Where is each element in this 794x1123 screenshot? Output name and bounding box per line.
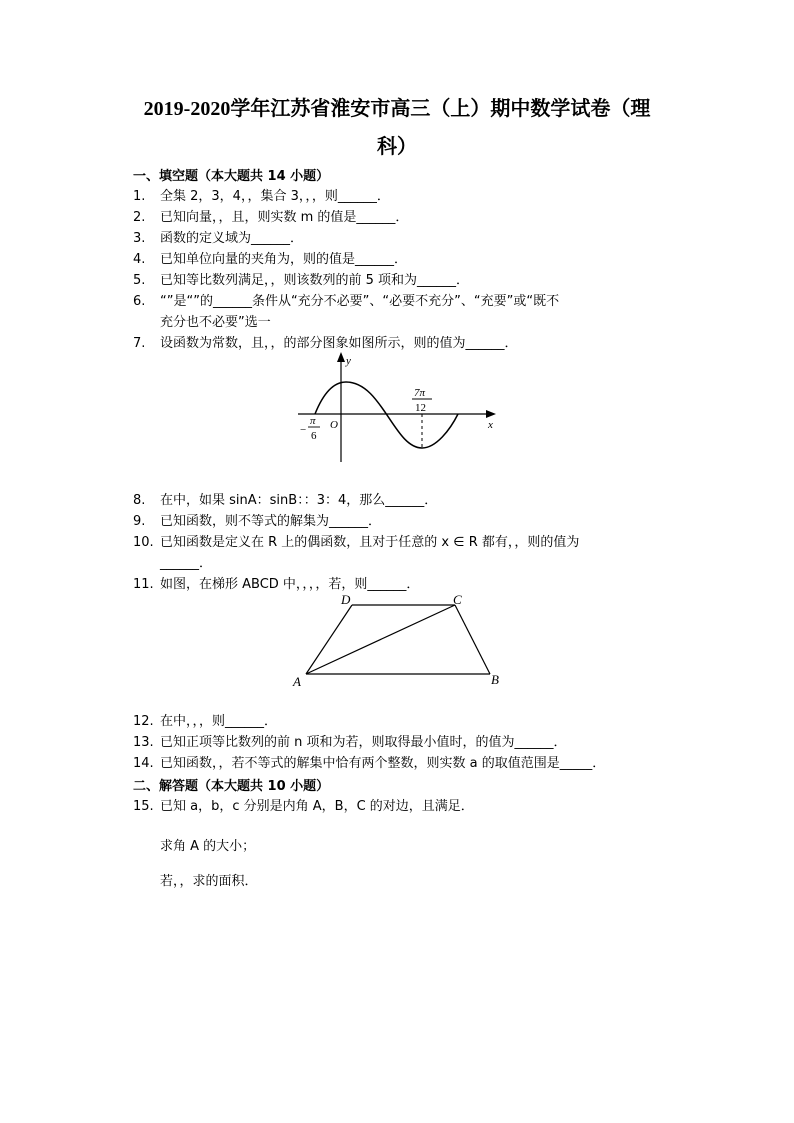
- origin-label: O: [330, 419, 338, 431]
- pos-tick-denominator: 12: [415, 402, 426, 414]
- x-axis-label: x: [488, 419, 493, 431]
- question-3: 3. 函数的定义域为______．: [133, 231, 304, 246]
- neg-sign: −: [300, 424, 307, 436]
- section-answer-heading: 二、解答题（本大题共 10 小题）: [133, 779, 330, 794]
- side-bc: [455, 605, 490, 674]
- question-4: 4. 已知单位向量的夹角为，则的值是______．: [133, 252, 408, 267]
- question-6: 6. “”是“”的______条件从“充分不必要”、“必要不充分”、“充要”或“既不: [133, 294, 560, 309]
- trapezoid-figure: [288, 592, 508, 692]
- vertex-b-label: B: [491, 672, 499, 687]
- vertex-c-label: C: [453, 592, 462, 607]
- question-11: 11. 如图，在梯形 ABCD 中，，，，若，则______．: [133, 577, 420, 592]
- question-9: 9. 已知函数，则不等式的解集为______．: [133, 514, 382, 529]
- vertex-a-label: A: [293, 674, 301, 689]
- question-14: 14. 已知函数，，若不等式的解集中恰有两个整数，则实数 a 的取值范围是_____．: [133, 756, 606, 771]
- pos-tick-numerator: 7π: [414, 387, 426, 399]
- question-13: 13. 已知正项等比数列的前 n 项和为若，则取得最小值时，的值为______．: [133, 735, 567, 750]
- question-6-continued: 充分也不必要”选一: [160, 315, 271, 330]
- neg-tick-denominator: 6: [311, 430, 317, 442]
- question-15: 15. 已知 a，b，c 分别是内角 A，B，C 的对边，且满足．: [133, 799, 474, 814]
- question-1: 1. 全集 2，3，4，，集合 3，，，则______．: [133, 189, 390, 204]
- sine-curve: [315, 382, 458, 448]
- question-10-continued: ______．: [160, 556, 213, 571]
- question-8: 8. 在中，如果 sinA：sinB：：3：4，那么______．: [133, 493, 438, 508]
- vertex-d-label: D: [341, 592, 351, 607]
- question-15-part1: 求角 A 的大小；: [160, 839, 256, 854]
- sine-graph-figure: [290, 352, 510, 470]
- question-15-part2: 若，，求的面积．: [160, 874, 258, 889]
- y-axis-label: y: [346, 355, 351, 367]
- question-5: 5. 已知等比数列满足，，则该数列的前 5 项和为______．: [133, 273, 470, 288]
- exam-title-line1: 2019-2020学年江苏省淮安市高三（上）期中数学试卷（理: [143, 98, 651, 120]
- section-fill-in-heading: 一、填空题（本大题共 14 小题）: [133, 169, 330, 184]
- question-7: 7. 设函数为常数，且，，的部分图象如图所示，则的值为______．: [133, 336, 518, 351]
- question-12: 12. 在中，，，则______．: [133, 714, 278, 729]
- neg-tick-numerator: π: [310, 415, 316, 427]
- question-10: 10. 已知函数是定义在 R 上的偶函数，且对于任意的 x ∈ R 都有，，则的值为: [133, 535, 580, 550]
- y-axis-arrow: [337, 352, 345, 362]
- question-2: 2. 已知向量，，且，则实数 m 的值是______．: [133, 210, 409, 225]
- x-axis-arrow: [486, 410, 496, 418]
- exam-title-line2: 科）: [377, 136, 417, 158]
